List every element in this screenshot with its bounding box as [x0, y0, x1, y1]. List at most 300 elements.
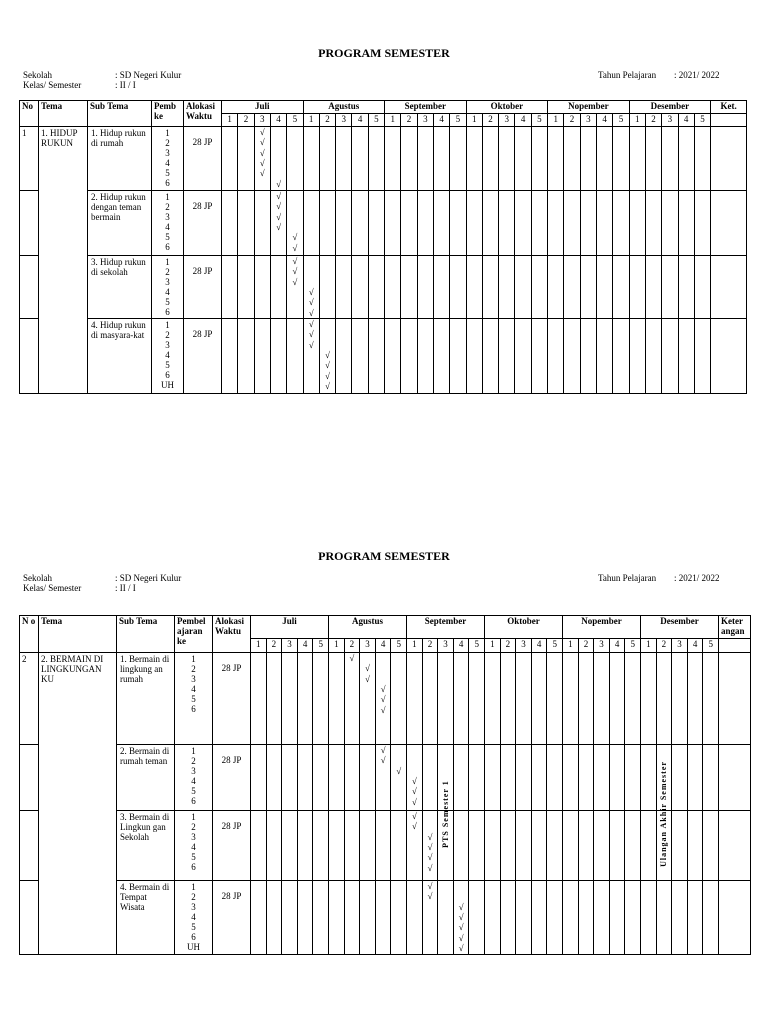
checkmark: √ — [259, 147, 265, 158]
checkmark: √ — [259, 168, 265, 179]
checkmark: √ — [411, 811, 417, 821]
week-cell — [336, 191, 352, 256]
week-number: 1 — [222, 114, 238, 127]
week-cell — [303, 256, 319, 319]
header-subtema: Sub Tema — [88, 101, 152, 127]
week-cell — [407, 811, 423, 881]
week-cell — [266, 811, 282, 881]
program-table-1 — [19, 100, 747, 394]
week-cell — [656, 881, 672, 955]
week-cell — [344, 811, 360, 881]
week-cell — [238, 191, 254, 256]
week-cell — [547, 811, 563, 881]
week-cell — [401, 191, 417, 256]
week-number: 2 — [564, 114, 580, 127]
keterangan-cell — [719, 881, 751, 955]
week-cell — [656, 811, 672, 881]
month-header: September — [407, 616, 485, 639]
week-cell — [645, 127, 661, 191]
week-cell — [251, 811, 267, 881]
week-cell — [453, 653, 469, 745]
checkmark: √ — [325, 380, 330, 391]
week-number: 4 — [352, 114, 368, 127]
week-cell — [641, 881, 657, 955]
month-header: Oktober — [466, 101, 548, 114]
week-number: 2 — [482, 114, 498, 127]
week-number: 5 — [450, 114, 466, 127]
pembelajaran-list: 1 2 3 4 5 6 — [152, 191, 184, 256]
keterangan-cell — [711, 256, 747, 319]
checkmark: √ — [259, 137, 265, 148]
page-title-1: PROGRAM SEMESTER — [318, 46, 450, 60]
week-cell — [625, 881, 641, 955]
week-cell — [563, 881, 579, 955]
checkmark: √ — [427, 891, 433, 902]
week-cell — [360, 881, 376, 955]
year-label-2: Tahun Pelajaran — [598, 573, 657, 583]
week-cell — [313, 745, 329, 811]
week-cell — [645, 319, 661, 394]
week-cell — [499, 191, 515, 256]
week-cell — [531, 811, 547, 881]
week-cell — [678, 256, 694, 319]
checkmark: √ — [411, 796, 417, 807]
week-number: 5 — [547, 639, 563, 653]
week-cell — [597, 319, 613, 394]
week-cell — [238, 127, 254, 191]
week-cell — [469, 881, 485, 955]
week-number: 1 — [251, 639, 267, 653]
checkmark: √ — [292, 232, 298, 243]
week-cell — [516, 745, 532, 811]
checkmark: √ — [292, 276, 298, 287]
row-number-blank — [20, 881, 39, 955]
school-label-1: Sekolah — [23, 70, 52, 80]
week-number: 1 — [329, 639, 345, 653]
checkmark: √ — [411, 821, 417, 832]
week-cell — [385, 127, 401, 191]
header-no: No — [20, 101, 39, 127]
week-number: 3 — [438, 639, 454, 653]
header-alokasi: Alokasi Waktu — [213, 616, 251, 653]
week-cell — [515, 256, 531, 319]
week-cell — [303, 127, 319, 191]
week-cell — [641, 653, 657, 745]
checkmark: √ — [325, 360, 330, 371]
week-cell — [282, 881, 298, 955]
week-cell — [453, 745, 469, 811]
week-cell — [329, 811, 345, 881]
week-cell — [450, 191, 466, 256]
week-cell — [469, 811, 485, 881]
month-header: Juli — [251, 616, 329, 639]
alokasi-cell: 28 JP — [184, 319, 222, 394]
week-cell — [662, 127, 678, 191]
week-cell — [238, 319, 254, 394]
week-cell — [313, 811, 329, 881]
week-cell — [597, 191, 613, 256]
checkmark: √ — [380, 755, 386, 766]
pembelajaran-list: 1 2 3 4 5 6 UH — [152, 319, 184, 394]
week-number: 1 — [407, 639, 423, 653]
week-number: 5 — [287, 114, 303, 127]
week-cell — [336, 256, 352, 319]
week-cell — [548, 256, 564, 319]
week-cell — [352, 319, 368, 394]
header-ket: Ket. — [711, 101, 747, 114]
week-cell — [482, 319, 498, 394]
checkmark: √ — [427, 881, 433, 891]
week-cell — [270, 319, 286, 394]
week-number: 5 — [703, 639, 719, 653]
checkmark: √ — [458, 911, 464, 922]
checkmark: √ — [427, 862, 433, 873]
page-title-2: PROGRAM SEMESTER — [318, 549, 450, 563]
header-no: N o — [20, 616, 39, 653]
week-number: 1 — [548, 114, 564, 127]
header-alokasi: Alokasi Waktu — [184, 101, 222, 127]
week-number: 2 — [656, 639, 672, 653]
pembelajaran-list: 1 2 3 4 5 6 — [152, 127, 184, 191]
week-cell — [407, 881, 423, 955]
vertical-label: PTS Semester 1 — [440, 780, 450, 848]
week-cell — [391, 811, 407, 881]
week-cell — [450, 256, 466, 319]
checkmark: √ — [411, 775, 417, 786]
week-cell — [313, 881, 329, 955]
alokasi-cell: 28 JP — [213, 745, 251, 811]
checkmark: √ — [458, 901, 464, 912]
table-row — [20, 191, 747, 256]
week-cell — [385, 256, 401, 319]
week-cell — [368, 127, 384, 191]
week-cell — [287, 191, 303, 256]
week-cell — [417, 191, 433, 256]
week-cell — [500, 745, 516, 811]
week-cell — [703, 653, 719, 745]
year-value-2: : 2021/ 2022 — [674, 573, 720, 583]
checkmark: √ — [308, 329, 314, 340]
week-cell — [344, 881, 360, 955]
header-pemb: Pemb ke — [152, 101, 184, 127]
week-cell — [482, 256, 498, 319]
subtema-cell: 2. Bermain di rumah teman — [117, 745, 175, 811]
week-cell — [548, 319, 564, 394]
week-number: 2 — [238, 114, 254, 127]
subtema-cell: 3. Hidup rukun di sekolah — [88, 256, 152, 319]
week-cell — [287, 127, 303, 191]
ket-blank — [719, 639, 751, 653]
week-cell — [516, 811, 532, 881]
week-number: 2 — [344, 639, 360, 653]
class-value-1: : II / I — [115, 80, 136, 90]
week-number: 2 — [500, 639, 516, 653]
week-cell — [336, 319, 352, 394]
week-number: 3 — [417, 114, 433, 127]
week-cell — [662, 191, 678, 256]
checkmark: √ — [308, 307, 314, 318]
week-cell — [499, 127, 515, 191]
week-number: 4 — [609, 639, 625, 653]
week-cell — [375, 811, 391, 881]
week-cell — [433, 319, 449, 394]
row-number-blank — [20, 319, 39, 394]
year-value-1: : 2021/ 2022 — [674, 70, 720, 80]
week-cell — [672, 745, 688, 811]
checkmark: √ — [458, 922, 464, 933]
checkmark: √ — [276, 211, 282, 222]
week-number: 3 — [580, 114, 596, 127]
week-cell — [672, 881, 688, 955]
week-cell — [563, 811, 579, 881]
week-cell — [645, 256, 661, 319]
week-cell — [238, 256, 254, 319]
program-table-2 — [19, 615, 751, 955]
week-cell — [547, 653, 563, 745]
month-header: Oktober — [485, 616, 563, 639]
week-cell — [597, 256, 613, 319]
week-cell — [254, 191, 270, 256]
keterangan-cell — [711, 191, 747, 256]
week-cell — [662, 256, 678, 319]
week-cell — [629, 256, 645, 319]
header-subtema: Sub Tema — [117, 616, 175, 653]
week-cell — [548, 127, 564, 191]
week-cell — [319, 191, 335, 256]
week-cell — [531, 256, 547, 319]
header-ket: Keter angan — [719, 616, 751, 639]
week-cell — [319, 127, 335, 191]
checkmark: √ — [365, 663, 370, 674]
week-cell — [251, 881, 267, 955]
week-cell — [564, 319, 580, 394]
week-cell — [578, 745, 594, 811]
week-cell — [580, 127, 596, 191]
week-cell — [609, 745, 625, 811]
subtema-cell: 1. Hidup rukun di rumah — [88, 127, 152, 191]
week-cell — [499, 256, 515, 319]
week-cell — [469, 745, 485, 811]
week-cell — [344, 653, 360, 745]
week-cell — [282, 745, 298, 811]
month-header: Juli — [222, 101, 304, 114]
checkmark: √ — [380, 683, 386, 694]
week-cell — [287, 256, 303, 319]
table-row — [20, 881, 751, 955]
week-number: 5 — [613, 114, 629, 127]
week-cell — [694, 127, 710, 191]
checkmark: √ — [308, 297, 314, 308]
week-cell — [613, 256, 629, 319]
week-cell — [254, 319, 270, 394]
week-cell — [531, 653, 547, 745]
checkmark: √ — [276, 191, 282, 201]
week-cell — [516, 653, 532, 745]
table-row — [20, 256, 747, 319]
week-cell — [303, 319, 319, 394]
week-number: 4 — [678, 114, 694, 127]
week-cell — [482, 191, 498, 256]
week-cell — [656, 653, 672, 745]
checkmark: √ — [380, 745, 386, 755]
week-cell — [222, 256, 238, 319]
week-cell — [500, 653, 516, 745]
week-cell — [407, 745, 423, 811]
week-number: 4 — [597, 114, 613, 127]
week-cell — [422, 653, 438, 745]
week-cell — [547, 881, 563, 955]
week-cell — [578, 811, 594, 881]
pembelajaran-list: 1 2 3 4 5 6 — [152, 256, 184, 319]
week-number: 5 — [531, 114, 547, 127]
week-cell — [613, 127, 629, 191]
week-cell — [564, 191, 580, 256]
week-number: 2 — [401, 114, 417, 127]
class-value-2: : II / I — [115, 583, 136, 593]
week-number: 4 — [297, 639, 313, 653]
week-cell — [641, 811, 657, 881]
week-number: 4 — [453, 639, 469, 653]
week-cell — [297, 745, 313, 811]
week-number: 2 — [266, 639, 282, 653]
week-number: 1 — [385, 114, 401, 127]
week-cell — [254, 256, 270, 319]
week-cell — [531, 881, 547, 955]
checkmark: √ — [380, 694, 386, 705]
week-cell — [625, 653, 641, 745]
week-cell — [531, 191, 547, 256]
week-cell — [580, 191, 596, 256]
week-cell — [469, 653, 485, 745]
week-cell — [401, 127, 417, 191]
week-number: 3 — [516, 639, 532, 653]
checkmark: √ — [427, 831, 433, 842]
week-cell — [282, 653, 298, 745]
week-cell — [594, 653, 610, 745]
week-number: 2 — [645, 114, 661, 127]
week-cell — [609, 811, 625, 881]
week-number: 4 — [687, 639, 703, 653]
checkmark: √ — [380, 704, 386, 715]
week-cell — [352, 256, 368, 319]
week-cell — [485, 653, 501, 745]
week-cell — [297, 811, 313, 881]
week-cell — [678, 127, 694, 191]
week-cell — [433, 127, 449, 191]
week-number: 5 — [625, 639, 641, 653]
week-cell — [297, 653, 313, 745]
alokasi-cell: 28 JP — [213, 881, 251, 955]
subtema-cell: 2. Hidup rukun dengan teman bermain — [88, 191, 152, 256]
alokasi-cell: 28 JP — [184, 191, 222, 256]
week-cell — [368, 191, 384, 256]
week-cell — [500, 811, 516, 881]
week-cell — [466, 127, 482, 191]
week-cell — [270, 256, 286, 319]
week-number: 3 — [672, 639, 688, 653]
week-cell — [594, 881, 610, 955]
week-cell — [629, 127, 645, 191]
week-cell — [662, 319, 678, 394]
week-cell — [251, 745, 267, 811]
week-number: 3 — [594, 639, 610, 653]
week-cell — [352, 127, 368, 191]
month-header: Nopember — [548, 101, 630, 114]
week-cell — [485, 811, 501, 881]
week-cell — [466, 319, 482, 394]
week-cell — [266, 653, 282, 745]
week-cell — [303, 191, 319, 256]
week-cell — [613, 319, 629, 394]
week-cell — [466, 256, 482, 319]
week-cell — [391, 745, 407, 811]
week-cell — [499, 319, 515, 394]
pembelajaran-list: 1 2 3 4 5 6 — [175, 653, 213, 745]
week-number: 3 — [254, 114, 270, 127]
week-number: 3 — [336, 114, 352, 127]
vertical-label: Ulangan Akhir Semester — [658, 761, 668, 867]
week-cell — [609, 653, 625, 745]
week-cell — [485, 881, 501, 955]
month-header: Agustus — [303, 101, 385, 114]
checkmark: √ — [308, 286, 314, 297]
week-cell — [694, 256, 710, 319]
week-number: 5 — [694, 114, 710, 127]
header-tema: Tema — [39, 101, 88, 127]
week-cell — [625, 811, 641, 881]
checkmark: √ — [276, 178, 282, 189]
alokasi-cell: 28 JP — [184, 127, 222, 191]
checkmark: √ — [325, 370, 330, 381]
week-cell — [641, 745, 657, 811]
week-cell — [450, 319, 466, 394]
week-cell — [360, 745, 376, 811]
week-cell — [297, 881, 313, 955]
school-value-1: : SD Negeri Kulur — [115, 70, 182, 80]
week-cell — [594, 745, 610, 811]
week-cell — [563, 745, 579, 811]
week-cell — [438, 653, 454, 745]
week-cell — [360, 811, 376, 881]
week-cell — [531, 745, 547, 811]
week-cell — [266, 745, 282, 811]
week-cell — [531, 127, 547, 191]
week-cell — [578, 881, 594, 955]
week-cell — [391, 881, 407, 955]
week-number: 5 — [368, 114, 384, 127]
ket-blank — [711, 114, 747, 127]
week-cell — [401, 319, 417, 394]
week-cell — [401, 256, 417, 319]
week-cell — [703, 881, 719, 955]
row-number-blank — [20, 811, 39, 881]
checkmark: √ — [458, 942, 464, 953]
week-number: 1 — [466, 114, 482, 127]
checkmark: √ — [349, 653, 355, 663]
checkmark: √ — [427, 852, 433, 863]
week-cell — [313, 653, 329, 745]
week-cell — [580, 319, 596, 394]
week-cell — [422, 811, 438, 881]
week-cell — [703, 745, 719, 811]
week-cell — [222, 191, 238, 256]
week-number: 2 — [422, 639, 438, 653]
week-number: 1 — [485, 639, 501, 653]
subtema-cell: 3. Bermain di Lingkun gan Sekolah — [117, 811, 175, 881]
week-cell — [422, 745, 438, 811]
row-number-blank — [20, 745, 39, 811]
week-cell — [222, 127, 238, 191]
